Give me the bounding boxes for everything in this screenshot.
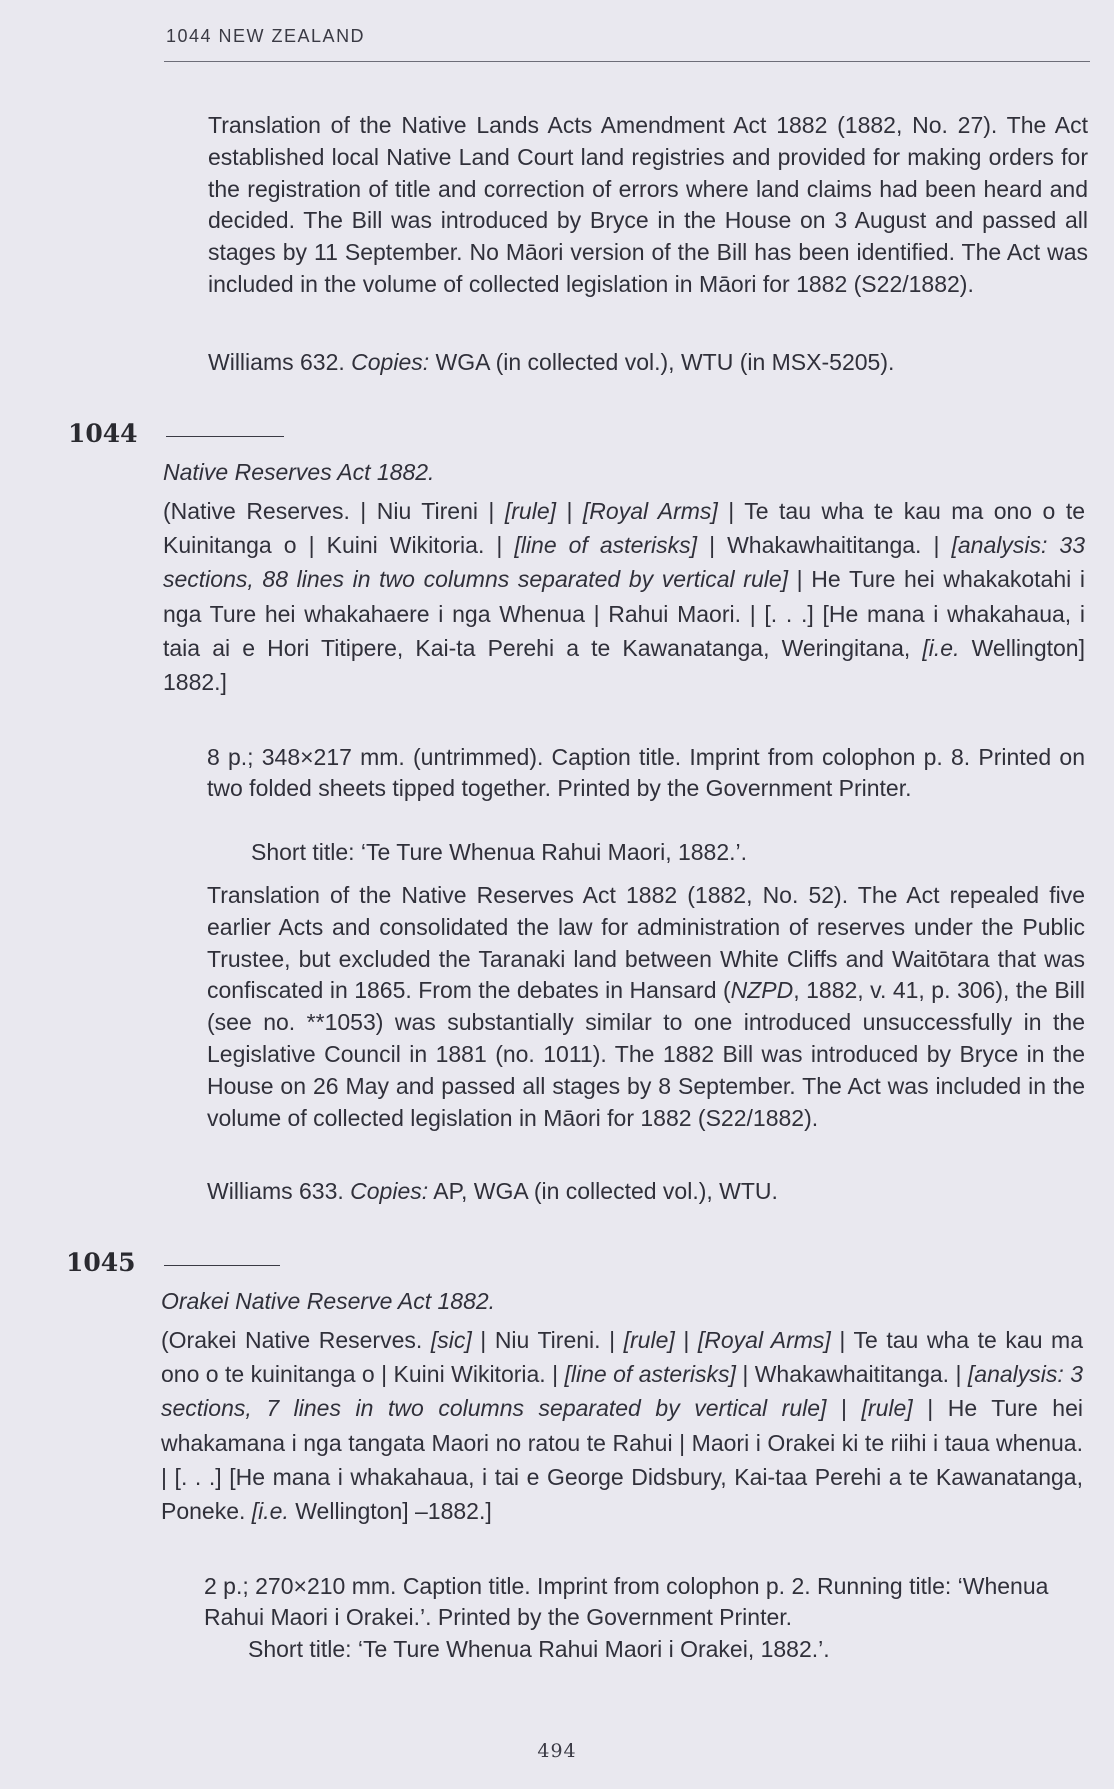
entry-title: Native Reserves Act 1882.	[163, 459, 435, 485]
desc-italic: [line of asterisks]	[514, 532, 698, 559]
desc-italic: [i.e.	[922, 634, 960, 661]
note-text: Translation of the Native Reserves Act 1882 (1882, No. 52). The Act repealed five earlier Acts and consolidated the law for administration of reserves under the Public Trustee, but excluded the Taranaki land between White Cliffs and Waitōtara that was confiscated in 1865. From the debates in Hansard (	[207, 882, 1085, 1004]
entry-dash	[164, 1265, 280, 1266]
physical-description: 8 p.; 348×217 mm. (untrimmed). Caption title. Imprint from colophon p. 8. Printed on two folded sheets tipped together. Printed by the Government Printer.	[207, 744, 1085, 801]
physical-description: 2 p.; 270×210 mm. Caption title. Imprint from colophon p. 2. Running title: ‘Whenua Rahui Maori i Orakei.’. Printed by the Government Printer.	[204, 1573, 1049, 1630]
copies-ref: Williams 632.	[208, 349, 345, 375]
copies-label: Copies:	[351, 349, 430, 375]
desc-text: | Te tau wha te kau ma ono o te Kuinitanga o | Kuini Wikitoria. |	[163, 498, 1085, 559]
entry-description	[163, 494, 1085, 699]
entry-note	[207, 880, 1085, 1134]
copies-text: AP, WGA (in collected vol.), WTU.	[428, 1178, 778, 1204]
note-italic: NZPD	[730, 977, 794, 1004]
desc-italic: [Royal Arms]	[697, 1327, 831, 1353]
running-head: 1044 NEW ZEALAND	[166, 26, 366, 46]
desc-italic: [line of asterisks]	[564, 1361, 736, 1388]
copies-line	[207, 1176, 1085, 1208]
desc-text: Wellington] –1882.]	[288, 1498, 492, 1525]
desc-text: | Niu Tireni. |	[471, 1327, 624, 1353]
desc-text: | Te tau wha te kau ma ono o te kuinitanga o | Kuini Wikitoria. |	[161, 1327, 1083, 1388]
short-title: Short title: ‘Te Ture Whenua Rahui Maori i Orakei, 1882.’.	[248, 1636, 830, 1662]
desc-text: | Whakawhaititanga. |	[697, 532, 952, 559]
desc-text: |	[556, 498, 583, 524]
header-rule	[164, 61, 1090, 62]
copies-text: WGA (in collected vol.), WTU (in MSX-5205).	[429, 349, 895, 375]
desc-text: |	[674, 1327, 698, 1353]
short-title: Short title: ‘Te Ture Whenua Rahui Maori, 1882.’.	[251, 839, 748, 865]
entry-number: 1044	[68, 419, 138, 448]
copies-line	[208, 347, 1088, 379]
desc-italic: [i.e.	[251, 1498, 289, 1525]
desc-text: Wellington] 1882.]	[163, 634, 1085, 696]
copies-ref: Williams 633.	[207, 1178, 344, 1204]
desc-text: | He Ture hei whakamana i nga tangata Maori no ratou te Rahui | Maori i Orakei ki te riihi i taua whenua. | [. . .] [He mana i whakahaua, i tai e George Didsbury, Kai-taa Perehi a te Kawanatanga, Poneke.	[161, 1395, 1084, 1525]
entry-title: Orakei Native Reserve Act 1882.	[161, 1288, 496, 1314]
desc-text: | Whakawhaititanga. |	[735, 1361, 968, 1388]
copies-label: Copies:	[350, 1178, 429, 1204]
desc-text: (Orakei Native Reserves.	[161, 1327, 431, 1353]
page-number: 494	[537, 1740, 577, 1762]
entry-dash	[166, 436, 284, 437]
desc-text: (Native Reserves. | Niu Tireni |	[163, 498, 505, 524]
entry-number: 1045	[66, 1248, 136, 1277]
desc-italic: [rule]	[861, 1395, 913, 1422]
desc-italic: [rule]	[623, 1327, 675, 1353]
desc-italic: [Royal Arms]	[582, 498, 718, 524]
desc-text: |	[826, 1395, 862, 1422]
continuation-note: Translation of the Native Lands Acts Amendment Act 1882 (1882, No. 27). The Act established local Native Land Court land registries and provided for making orders for the registration of title and correction of errors where land claims had been heard and decided. The Bill was introduced by Bryce in the House on 3 August and passed all stages by 11 September. No Māori version of the Bill has been identified. The Act was included in the volume of collected legislation in Māori for 1882 (S22/1882).	[208, 112, 1088, 297]
desc-italic: [analysis: 33 sections, 88 lines in two columns separated by vertical rule]	[163, 532, 1086, 593]
desc-italic: [sic]	[430, 1327, 472, 1353]
desc-text: | He Ture hei whakakotahi i nga Ture hei whakahaere i nga Whenua | Rahui Maori. | [. . .] [He mana i whakahaua, i taia ai e Hori Titipere, Kai-ta Perehi a te Kawanatanga, Weringitana,	[163, 566, 1085, 661]
entry-description	[161, 1323, 1083, 1528]
note-text: , 1882, v. 41, p. 306), the Bill (see no. **1053) was substantially similar to one introduced unsuccessfully in the Legislative Council in 1881 (no. 1011). The 1882 Bill was introduced by Bryce in the House on 26 May and passed all stages by 8 September. The Act was included in the volume of collected legislation in Māori for 1882 (S22/1882).	[207, 977, 1085, 1131]
desc-italic: [rule]	[504, 498, 557, 524]
desc-italic: [analysis: 3 sections, 7 lines in two columns separated by vertical rule]	[161, 1361, 1083, 1422]
